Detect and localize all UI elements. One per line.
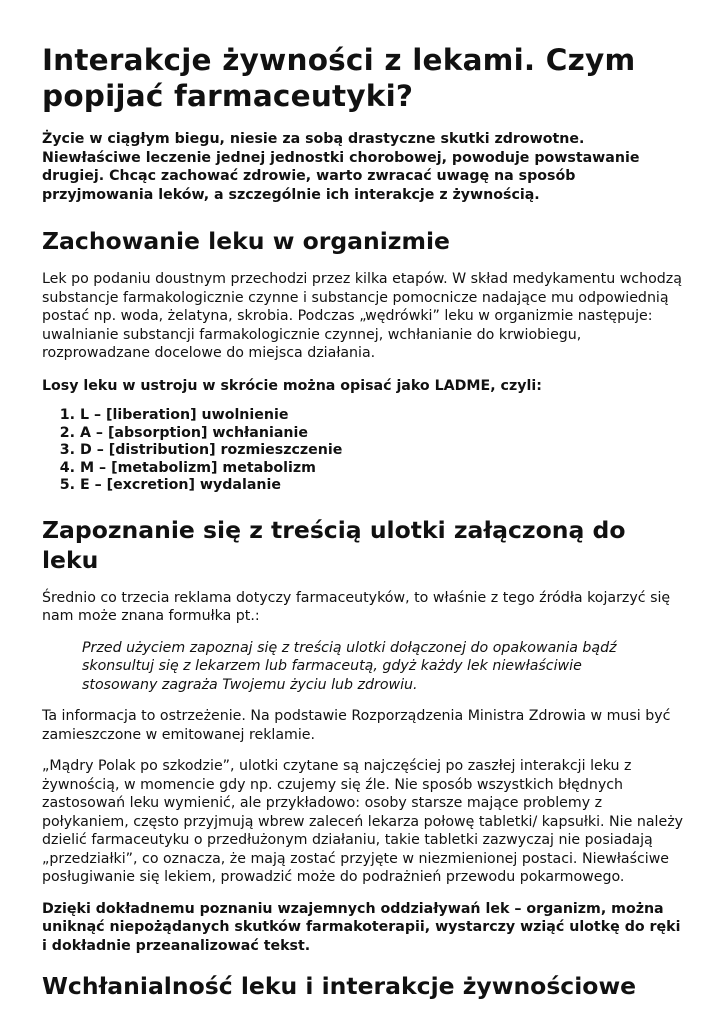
section-heading-leaflet: Zapoznanie się z treścią ulotki załączoną do leku [42,515,626,574]
section-paragraph-bold: Dzięki dokładnemu poznaniu wzajemnych oddziaływań lek – organizm, można uniknąć niepożądanych skutków farmakoterapii, wystarczy wziąć ulotkę do ręki i dokładnie przeanalizować tekst. [42,900,681,954]
list-item: 4. M – [metabolizm] metabolizm [80,460,684,478]
list-item: 1. L – [liberation] uwolnienie [80,407,684,425]
article-lead: Życie w ciągłym biegu, niesie za sobą drastyczne skutki zdrowotne. Niewłaściwe leczenie jednej jednostki chorobowej, powoduje powstawanie drugiej. Chcąc zachować zdrowie, warto zwracać uwagę na sposób przyjmowania leków, a szczególnie ich interakcje z żywnością. [42,131,640,203]
list-item: 5. E – [excretion] wydalanie [80,477,684,495]
ladme-intro: Losy leku w ustroju w skrócie można opisać jako LADME, czyli: [42,377,542,394]
section-paragraph: Ta informacja to ostrzeżenie. Na podstawie Rozporządzenia Ministra Zdrowia w musi być zamieszczone w emitowanej reklamie. [42,708,671,743]
section-heading-drug-behavior: Zachowanie leku w organizmie [42,227,450,255]
list-item: 3. D – [distribution] rozmieszczenie [80,442,684,460]
section-paragraph: Średnio co trzecia reklama dotyczy farmaceutyków, to właśnie z tego źródła kojarzyć się nam może znana formułka pt.: [42,589,671,624]
section-paragraph: „Mądry Polak po szkodzie”, ulotki czytane są najczęściej po zaszłej interakcji leku z żywnością, w momencie gdy np. czujemy się źle. Nie sposób wszystkich błędnych zastosowań leku wymienić, ale przykładowo: osoby starsze mające problemy z połykaniem, często przyjmują wbrew zaleceń lekarza połowę tabletki/ kapsułki. Nie należy dzielić farmaceutyku o przedłużonym działaniu, takie tabletki zazwyczaj nie posiadają „przedziałki”, co oznacza, że mają zostać przyjęte w niezmienionej postaci. Niewłaściwe posługiwanie się lekiem, prowadzić może do podrażnień przewodu pokarmowego. [42,758,684,885]
section-paragraph: Lek po podaniu doustnym przechodzi przez kilka etapów. W skład medykamentu wchodzą substancje farmakologicznie czynne i substancje pomocnicze nadające mu odpowiednią postać np. woda, żelatyna, skrobia. Podczas „wędrówki” leku w organizmie następuje: uwalnianie substancji farmakologicznie czynnej, wchłanianie do krwiobiegu, rozprowadzane docelowe do miejsca działania. [42,271,682,361]
warning-quote: Przed użyciem zapoznaj się z treścią ulotki dołączonej do opakowania bądź skonsultuj się z lekarzem lub farmaceutą, gdyż każdy lek niewłaściwie stosowany zagraża Twojemu życiu lub zdrowiu. [82,639,617,693]
article-title: Interakcje żywności z lekami. Czym popijać farmaceutyki? [42,43,636,113]
list-item: 2. A – [absorption] wchłanianie [80,425,684,443]
section-heading-absorption: Wchłanialność leku i interakcje żywnościowe [42,972,637,1000]
ladme-list [42,407,684,495]
